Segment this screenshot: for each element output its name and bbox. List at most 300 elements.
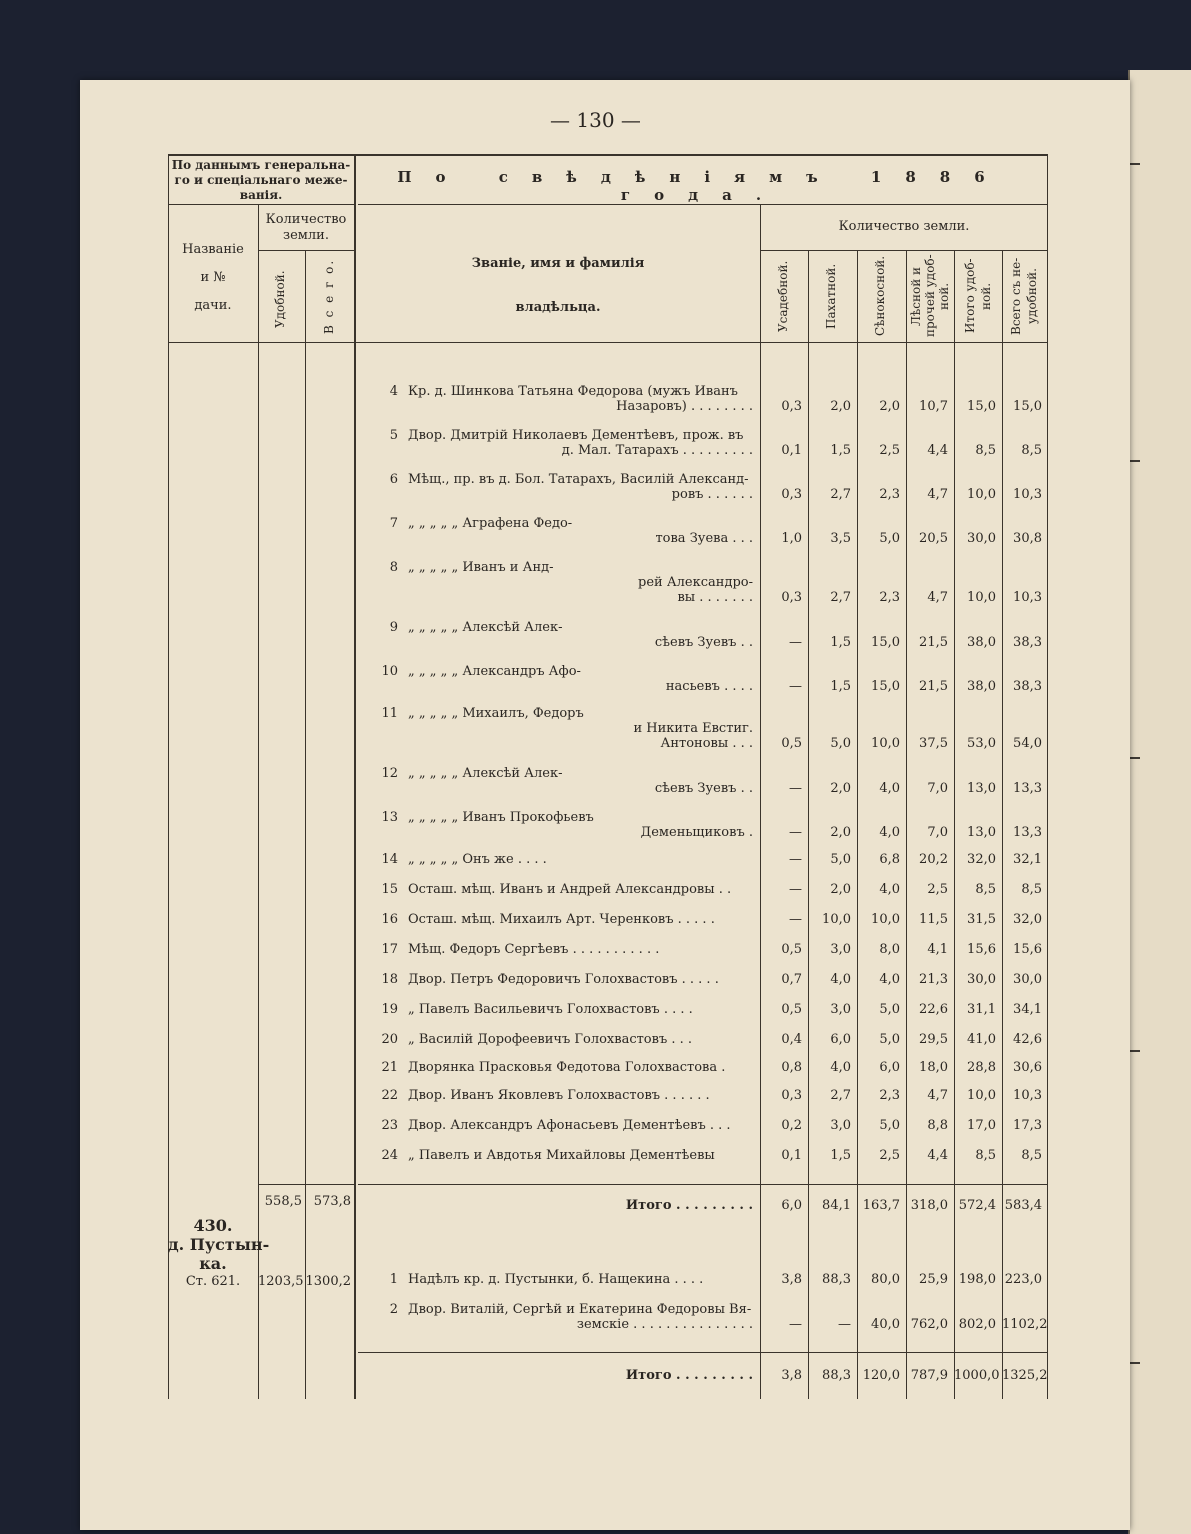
value-s: 2,3 [879, 487, 900, 502]
owner-cell [408, 942, 753, 957]
owner-line: Мѣщ. Федоръ Сергѣевъ . . . . . . . . . . . [408, 942, 660, 957]
header-rule [258, 250, 354, 251]
header-line: Лѣсной и [909, 266, 923, 326]
col-itog-header [958, 254, 1002, 340]
value-i: 13,0 [967, 825, 996, 840]
header-line: удобной. [1025, 268, 1039, 324]
value-u: — [789, 635, 802, 650]
value-i: 15,6 [967, 942, 996, 957]
value-l: 21,5 [919, 635, 948, 650]
value-v: 10,3 [1013, 487, 1042, 502]
table-row [168, 620, 1048, 650]
value-s: 4,0 [879, 825, 900, 840]
value-p: 2,7 [830, 1088, 851, 1103]
value-v: 34,1 [1013, 1002, 1042, 1017]
owner-line: Двор. Дмитрій Николаевъ Дементѣевъ, прож. въ [408, 428, 744, 443]
value-v: 13,3 [1013, 781, 1042, 796]
row-number: 7 [389, 516, 398, 531]
value-l: 4,7 [927, 487, 948, 502]
table-row [168, 706, 1048, 751]
header-line: владѣльца. [515, 300, 601, 315]
value-s: 15,0 [871, 635, 900, 650]
value-p: 2,0 [830, 882, 851, 897]
value-i: 41,0 [967, 1032, 996, 1047]
value-s: 5,0 [879, 1002, 900, 1017]
table-row [168, 1302, 1048, 1332]
value-u: — [789, 912, 802, 927]
value-s: 2,3 [879, 590, 900, 605]
owner-line: Мѣщ., пр. въ д. Бол. Татарахъ, Василій Александ- [408, 472, 749, 487]
value-p: 1,5 [830, 1148, 851, 1163]
value-l: 21,5 [919, 679, 948, 694]
table-row [168, 664, 1048, 694]
value-u: 0,1 [781, 443, 802, 458]
total-value-v: 583,4 [1004, 1198, 1042, 1213]
total-value-v: 1325,2 [1002, 1368, 1048, 1383]
owner-line: „ Павелъ и Авдотья Михайловы Дементѣевы [408, 1148, 715, 1163]
col-qty-right-header: Количество земли. [838, 219, 970, 234]
total-rule [358, 1184, 1048, 1185]
value-s: 2,5 [879, 1148, 900, 1163]
value-l: 18,0 [919, 1060, 948, 1075]
owner-cell [408, 706, 753, 751]
value-p: 5,0 [830, 852, 851, 867]
owner-line: Двор. Александръ Афонасьевъ Дементѣевъ . . . [408, 1118, 731, 1133]
owner-cell [408, 766, 753, 796]
row-number: 1 [389, 1272, 398, 1287]
owner-line: Кр. д. Шинкова Татьяна Федорова (мужъ Иванъ [408, 384, 738, 399]
value-p: 3,0 [830, 1118, 851, 1133]
owner-cell [408, 1272, 753, 1287]
value-v: 17,3 [1013, 1118, 1042, 1133]
total-value-p: 84,1 [822, 1198, 851, 1213]
value-s: 6,8 [879, 852, 900, 867]
value-p: 1,5 [830, 679, 851, 694]
value-i: 32,0 [967, 852, 996, 867]
value-p: 3,5 [830, 531, 851, 546]
owner-cell [408, 1088, 753, 1103]
value-v: 8,5 [1021, 1148, 1042, 1163]
value-l: 7,0 [927, 781, 948, 796]
owner-line: Дворянка Прасковья Федотова Голохвастова . [408, 1060, 726, 1075]
owner-line: земскіе . . . . . . . . . . . . . . . [576, 1317, 753, 1332]
value-u: 0,3 [781, 487, 802, 502]
owner-cell [408, 852, 753, 867]
value-u: — [789, 852, 802, 867]
value-l: 10,7 [919, 399, 948, 414]
total-value-p: 88,3 [822, 1368, 851, 1383]
table-row [168, 810, 1048, 840]
total-value-u: 6,0 [781, 1198, 802, 1213]
value-u: — [789, 679, 802, 694]
total-value-l: 787,9 [910, 1368, 948, 1383]
owner-line: „ Павелъ Васильевичъ Голохвастовъ . . . . [408, 1002, 693, 1017]
total1-udob: 558,5 [264, 1194, 302, 1209]
value-u: — [789, 1317, 802, 1332]
value-p: 88,3 [822, 1272, 851, 1287]
value-l: 4,7 [927, 590, 948, 605]
value-i: 13,0 [967, 781, 996, 796]
owner-cell [408, 664, 753, 694]
table-row [168, 972, 1048, 988]
owner-cell [408, 516, 753, 546]
owner-line: „ „ „ „ „ Иванъ Прокофьевъ [408, 810, 594, 825]
owner-line: и Никита Евстиг. [633, 721, 753, 736]
owner-line: Двор. Иванъ Яковлевъ Голохвастовъ . . . . . . [408, 1088, 710, 1103]
value-v: 30,8 [1013, 531, 1042, 546]
value-u: 0,4 [781, 1032, 802, 1047]
row-number: 12 [381, 766, 398, 781]
owner-line: „ „ „ „ „ Алексѣй Алек- [408, 766, 563, 781]
header-left-line: го и спеціальнаго меже- [174, 173, 348, 187]
value-v: 223,0 [1004, 1272, 1042, 1287]
owner-line: „ „ „ „ „ Онъ же . . . . [408, 852, 547, 867]
owner-line: Двор. Петръ Федоровичъ Голохвастовъ . . . . . [408, 972, 719, 987]
value-v: 10,3 [1013, 1088, 1042, 1103]
value-i: 31,5 [967, 912, 996, 927]
owner-line: Антоновы . . . [660, 736, 753, 751]
row-number: 13 [381, 810, 398, 825]
value-v: 38,3 [1013, 679, 1042, 694]
total1-vsego: 573,8 [313, 1194, 351, 1209]
owner-line: насьевъ . . . . [665, 679, 753, 694]
value-p: 1,5 [830, 635, 851, 650]
row-number: 15 [381, 882, 398, 897]
value-i: 31,1 [967, 1002, 996, 1017]
value-v: 10,3 [1013, 590, 1042, 605]
header-line: ной. [979, 282, 993, 310]
table-row [168, 882, 1048, 898]
value-u: 0,3 [781, 590, 802, 605]
value-u: 0,1 [781, 1148, 802, 1163]
owner-cell [408, 428, 753, 458]
table-row [168, 1032, 1048, 1048]
value-v: 30,0 [1013, 972, 1042, 987]
value-i: 802,0 [958, 1317, 996, 1332]
owner-cell [408, 620, 753, 650]
row-number: 4 [389, 384, 398, 399]
col-qty-header [258, 212, 354, 244]
value-l: 8,8 [927, 1118, 948, 1133]
value-l: 29,5 [919, 1032, 948, 1047]
value-p: 1,5 [830, 443, 851, 458]
value-p: 2,0 [830, 825, 851, 840]
value-l: 21,3 [919, 972, 948, 987]
value-i: 10,0 [967, 590, 996, 605]
row-number: 18 [381, 972, 398, 987]
row-number: 9 [389, 620, 398, 635]
owner-line: „ „ „ „ „ Михаилъ, Федоръ [408, 706, 584, 721]
value-l: 4,4 [927, 443, 948, 458]
value-s: 2,5 [879, 443, 900, 458]
value-v: 8,5 [1021, 882, 1042, 897]
value-u: 0,5 [781, 942, 802, 957]
col-owner-header [358, 242, 758, 330]
value-s: 2,0 [879, 399, 900, 414]
land-table [168, 154, 1048, 1399]
table-row [168, 516, 1048, 546]
value-p: 5,0 [830, 736, 851, 751]
owner-line: д. Мал. Татарахъ . . . . . . . . . [561, 443, 753, 458]
page-number: — 130 — [550, 108, 641, 132]
col-usad-header: Усадебной. [776, 260, 790, 332]
owner-cell [408, 1302, 753, 1332]
value-i: 28,8 [967, 1060, 996, 1075]
owner-line: Надѣлъ кр. д. Пустынки, б. Нащекина . . . . [408, 1272, 704, 1287]
total-value-s: 163,7 [862, 1198, 900, 1213]
next-page-edge [1128, 70, 1191, 1534]
total-value-u: 3,8 [781, 1368, 802, 1383]
header-rule [168, 204, 354, 205]
header-left-line: По даннымъ генеральна- [171, 158, 351, 172]
table-row [168, 852, 1048, 868]
value-v: 8,5 [1021, 443, 1042, 458]
row-number: 10 [381, 664, 398, 679]
owner-cell [408, 1032, 753, 1047]
table-row [168, 912, 1048, 928]
value-v: 42,6 [1013, 1032, 1042, 1047]
owner-cell [408, 560, 753, 605]
table-row [168, 1060, 1048, 1076]
value-l: 4,1 [927, 942, 948, 957]
col-senok-header: Сѣнокосной. [873, 255, 887, 336]
header-line: и № [200, 270, 226, 285]
header-line: Названіе [182, 242, 244, 257]
col-udobnoy-header: Удобной. [273, 270, 287, 328]
value-u: — [789, 781, 802, 796]
value-u: 0,2 [781, 1118, 802, 1133]
value-p: — [838, 1317, 851, 1332]
value-u: — [789, 882, 802, 897]
value-p: 4,0 [830, 972, 851, 987]
total2-label: Итого . . . . . . . . . [625, 1368, 753, 1383]
owner-cell [408, 1118, 753, 1133]
value-v: 54,0 [1013, 736, 1042, 751]
header-line: Званіе, имя и фамилія [471, 256, 645, 271]
value-i: 17,0 [967, 1118, 996, 1133]
value-l: 2,5 [927, 882, 948, 897]
table-row [168, 384, 1048, 414]
table-row [168, 1272, 1048, 1288]
owner-line: ровъ . . . . . . [671, 487, 753, 502]
row-number: 11 [381, 706, 398, 721]
dacha-vsego: 1300,2 [305, 1274, 351, 1289]
header-left-line: ванія. [239, 188, 283, 202]
total1-label: Итого . . . . . . . . . [625, 1198, 753, 1213]
header-left-group [168, 158, 354, 203]
value-i: 38,0 [967, 679, 996, 694]
value-v: 32,0 [1013, 912, 1042, 927]
value-u: 0,3 [781, 399, 802, 414]
owner-line: „ „ „ „ „ Александръ Афо- [408, 664, 581, 679]
value-s: 4,0 [879, 781, 900, 796]
header-line: дачи. [194, 298, 232, 313]
value-v: 38,3 [1013, 635, 1042, 650]
value-p: 2,0 [830, 781, 851, 796]
header-right-group: По свѣдѣніямъ 1886 года. [397, 168, 1009, 204]
value-s: 5,0 [879, 1032, 900, 1047]
table-row [168, 766, 1048, 796]
owner-line: Деменьщиковъ . [640, 825, 753, 840]
row-number: 6 [389, 472, 398, 487]
value-l: 11,5 [919, 912, 948, 927]
total-value-i: 572,4 [958, 1198, 996, 1213]
value-i: 8,5 [975, 882, 996, 897]
value-i: 30,0 [967, 972, 996, 987]
total-value-i: 1000,0 [954, 1368, 1000, 1383]
value-p: 2,7 [830, 590, 851, 605]
row-number: 22 [381, 1088, 398, 1103]
row-number: 23 [381, 1118, 398, 1133]
dacha-station: Ст. 621. [185, 1274, 241, 1289]
value-u: 0,5 [781, 736, 802, 751]
row-number: 8 [389, 560, 398, 575]
value-p: 2,7 [830, 487, 851, 502]
owner-line: сѣевъ Зуевъ . . [654, 635, 753, 650]
header-line: ной. [937, 282, 951, 310]
value-l: 22,6 [919, 1002, 948, 1017]
table-row [168, 1088, 1048, 1104]
owner-cell [408, 1148, 753, 1163]
col-vsego2-header [1004, 254, 1048, 340]
table-row [168, 1118, 1048, 1134]
row-number: 24 [381, 1148, 398, 1163]
value-p: 4,0 [830, 1060, 851, 1075]
col-les-header [908, 254, 954, 340]
value-v: 32,1 [1013, 852, 1042, 867]
row-number: 14 [381, 852, 398, 867]
value-i: 15,0 [967, 399, 996, 414]
value-s: 10,0 [871, 912, 900, 927]
owner-cell [408, 972, 753, 987]
row-number: 16 [381, 912, 398, 927]
table-row [168, 560, 1048, 605]
header-rule [358, 204, 1048, 205]
value-l: 762,0 [910, 1317, 948, 1332]
owner-line: Осташ. мѣщ. Иванъ и Андрей Александровы . . [408, 882, 732, 897]
table-row [168, 1148, 1048, 1164]
owner-line: „ „ „ „ „ Алексѣй Алек- [408, 620, 563, 635]
owner-line: „ „ „ „ „ Аграфена Федо- [408, 516, 573, 531]
value-p: 2,0 [830, 399, 851, 414]
col-pakh-header: Пахатной. [824, 263, 838, 329]
header-line: прочей удоб- [923, 254, 937, 338]
table-top-rule [168, 154, 1048, 156]
value-s: 80,0 [871, 1272, 900, 1287]
header-line: Количество [265, 212, 347, 227]
owner-line: Назаровъ) . . . . . . . . [616, 399, 753, 414]
value-i: 8,5 [975, 1148, 996, 1163]
owner-cell [408, 882, 753, 897]
header-rule [760, 250, 1048, 251]
value-i: 198,0 [958, 1272, 996, 1287]
row-number: 5 [389, 428, 398, 443]
row-number: 2 [389, 1302, 398, 1317]
value-p: 3,0 [830, 1002, 851, 1017]
value-v: 15,0 [1013, 399, 1042, 414]
header-line: земли. [283, 228, 329, 243]
value-s: 5,0 [879, 1118, 900, 1133]
value-s: 4,0 [879, 972, 900, 987]
col-vsego-header: В с е г о. [322, 258, 336, 334]
owner-line: това Зуева . . . [655, 531, 753, 546]
value-u: 0,3 [781, 1088, 802, 1103]
value-s: 6,0 [879, 1060, 900, 1075]
header-bottom-rule [168, 342, 1048, 343]
value-l: 4,4 [927, 1148, 948, 1163]
dacha-name: д. Пустын- [168, 1235, 270, 1254]
header-line: Всего съ не- [1009, 257, 1023, 335]
owner-cell [408, 472, 753, 502]
value-u: 0,5 [781, 1002, 802, 1017]
value-v: 13,3 [1013, 825, 1042, 840]
value-v: 15,6 [1013, 942, 1042, 957]
value-s: 8,0 [879, 942, 900, 957]
value-l: 7,0 [927, 825, 948, 840]
owner-line: „ „ „ „ „ Иванъ и Анд- [408, 560, 554, 575]
value-p: 10,0 [822, 912, 851, 927]
owner-line: рей Александро- [638, 575, 753, 590]
value-s: 5,0 [879, 531, 900, 546]
owner-cell [408, 912, 753, 927]
value-u: 1,0 [781, 531, 802, 546]
owner-cell [408, 384, 753, 414]
row-number: 19 [381, 1002, 398, 1017]
value-u: 0,8 [781, 1060, 802, 1075]
value-l: 25,9 [919, 1272, 948, 1287]
total-value-s: 120,0 [862, 1368, 900, 1383]
value-s: 4,0 [879, 882, 900, 897]
value-i: 8,5 [975, 443, 996, 458]
owner-line: сѣевъ Зуевъ . . [654, 781, 753, 796]
header-line: Итого удоб- [963, 258, 977, 334]
value-l: 37,5 [919, 736, 948, 751]
value-v: 30,6 [1013, 1060, 1042, 1075]
value-l: 4,7 [927, 1088, 948, 1103]
value-u: 3,8 [781, 1272, 802, 1287]
value-i: 10,0 [967, 1088, 996, 1103]
dacha-udob: 1203,5 [258, 1274, 304, 1289]
table-row [168, 942, 1048, 958]
owner-cell [408, 1060, 753, 1075]
value-s: 40,0 [871, 1317, 900, 1332]
value-u: 0,7 [781, 972, 802, 987]
value-i: 30,0 [967, 531, 996, 546]
total-value-l: 318,0 [910, 1198, 948, 1213]
value-s: 2,3 [879, 1088, 900, 1103]
value-s: 15,0 [871, 679, 900, 694]
dacha-name: ка. [199, 1254, 227, 1273]
value-l: 20,2 [919, 852, 948, 867]
owner-line: Осташ. мѣщ. Михаилъ Арт. Черенковъ . . . . . [408, 912, 715, 927]
value-u: — [789, 825, 802, 840]
value-p: 3,0 [830, 942, 851, 957]
value-i: 38,0 [967, 635, 996, 650]
table-row [168, 1002, 1048, 1018]
value-i: 53,0 [967, 736, 996, 751]
total-rule [258, 1184, 354, 1185]
col-name-header [168, 236, 258, 320]
owner-line: Двор. Виталій, Сергѣй и Екатерина Федоровы Вя- [408, 1302, 752, 1317]
value-v: 1102,2 [1002, 1317, 1048, 1332]
dacha-block [168, 1216, 270, 1273]
table-row [168, 428, 1048, 458]
dacha-number: 430. [193, 1216, 233, 1235]
value-s: 10,0 [871, 736, 900, 751]
total-rule [358, 1352, 1048, 1353]
owner-cell [408, 810, 753, 840]
value-p: 6,0 [830, 1032, 851, 1047]
